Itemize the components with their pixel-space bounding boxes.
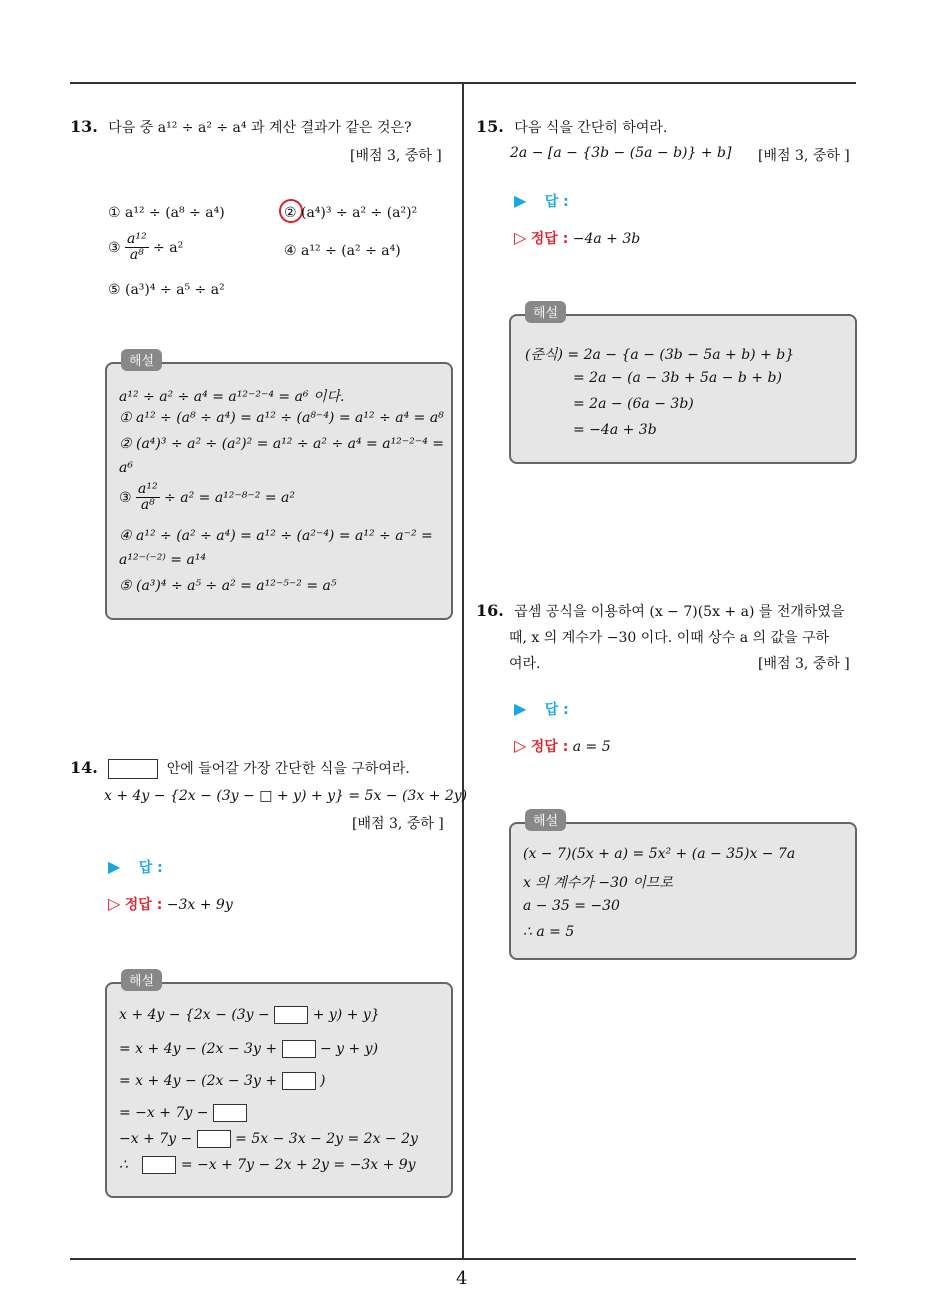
q14-explanation-box xyxy=(105,982,453,1198)
q15-expression: 2a − [a − {3b − (5a − b)} + b] xyxy=(510,145,732,161)
q16-explanation-tag: 해설 xyxy=(525,809,566,831)
q16-correct-label: 정답 : xyxy=(530,739,569,755)
q14-expl-line-1b: + y) + y} xyxy=(312,1007,380,1023)
q14-answer-line xyxy=(108,857,163,877)
q16-expl-line-2: x 의 계수가 −30 이므로 xyxy=(523,875,673,891)
q13-expl-line-5 xyxy=(119,482,295,514)
q16-number: 16. xyxy=(476,601,504,620)
q14-correct-label: 정답 : xyxy=(124,897,163,913)
q14-expl-blank-5 xyxy=(197,1130,231,1148)
q16-correct-triangle-icon: ▷ xyxy=(514,736,527,755)
q13-option-4[interactable]: ④ a¹² ÷ (a² ÷ a⁴) xyxy=(284,243,401,259)
q13-expl-line-1: a¹² ÷ a² ÷ a⁴ = a¹²⁻²⁻⁴ = a⁶ 이다. xyxy=(119,389,345,405)
q14-expl-line-6a: ∴ xyxy=(119,1157,128,1173)
q15-expl-line-4: = −4a + 3b xyxy=(573,422,657,438)
q13-expl-line-4: a⁶ xyxy=(119,460,133,476)
q13-option-3-numerator: a¹² xyxy=(127,231,147,247)
q15-expl-line-1: (준식) = 2a − {a − (3b − 5a + b) + b} xyxy=(525,347,795,363)
q13-option-3[interactable] xyxy=(108,232,183,264)
q13-expl-line-5-tail: ÷ a² = a¹²⁻⁸⁻² = a² xyxy=(164,489,295,506)
q14-answer-label: 답 : xyxy=(138,860,163,876)
q13-explanation-box xyxy=(105,362,453,620)
q15-expl-line-3: = 2a − (6a − 3b) xyxy=(573,396,694,412)
q14-expl-line-2 xyxy=(119,1040,378,1058)
q14-score: [배점 3, 중하 ] xyxy=(352,816,444,832)
q13-option-2[interactable]: ② (a⁴)³ ÷ a² ÷ (a²)² xyxy=(284,205,418,221)
q14-expl-line-6b: = −x + 7y − 2x + 2y = −3x + 9y xyxy=(180,1157,416,1173)
q13-expl-fraction xyxy=(136,482,160,514)
q13-expl-line-7: a¹²⁻⁽⁻²⁾ = a¹⁴ xyxy=(119,552,207,568)
q15-correct-line xyxy=(514,228,640,248)
q16-correct-line xyxy=(514,736,611,756)
q16-score: [배점 3, 중하 ] xyxy=(758,656,850,672)
q13-option-3-fraction xyxy=(125,232,149,264)
q14-expl-line-2a: = x + 4y − (2x − 3y + xyxy=(119,1041,278,1057)
q15-answer-triangle-icon: ▶ xyxy=(514,191,527,210)
q15-answer-line xyxy=(514,191,569,211)
q13-text: 다음 중 a¹² ÷ a² ÷ a⁴ 과 계산 결과가 같은 것은? xyxy=(108,120,412,136)
q13-expl-line-5-mark: ③ xyxy=(119,489,132,506)
q15-explanation-tag: 해설 xyxy=(525,301,566,323)
q13-header xyxy=(70,117,412,137)
q16-answer-triangle-icon: ▶ xyxy=(514,699,527,718)
q16-text-line-2: 때, x 의 계수가 −30 이다. 이때 상수 a 의 값을 구하 xyxy=(509,630,830,646)
q14-expl-blank-2 xyxy=(282,1040,316,1058)
q14-correct-line xyxy=(108,894,233,914)
q14-expl-line-3a: = x + 4y − (2x − 3y + xyxy=(119,1073,278,1089)
q15-correct-value: −4a + 3b xyxy=(572,231,641,247)
q14-expl-line-1a: x + 4y − {2x − (3y − xyxy=(119,1007,270,1023)
q16-header xyxy=(476,601,844,621)
q14-expl-blank-3 xyxy=(282,1072,316,1090)
q14-expl-line-2b: − y + y) xyxy=(319,1041,379,1057)
q13-explanation-tag: 해설 xyxy=(121,349,162,371)
q13-option-5[interactable]: ⑤ (a³)⁴ ÷ a⁵ ÷ a² xyxy=(108,282,225,298)
q15-correct-triangle-icon: ▷ xyxy=(514,228,527,247)
q15-answer-label: 답 : xyxy=(544,194,569,210)
q14-expl-line-6 xyxy=(119,1156,416,1174)
q15-correct-label: 정답 : xyxy=(530,231,569,247)
q15-header xyxy=(476,117,667,137)
q14-expl-line-3 xyxy=(119,1072,325,1090)
q13-expl-numerator: a¹² xyxy=(138,481,158,497)
q14-explanation-tag: 해설 xyxy=(121,969,162,991)
q16-text-line-3: 여라. xyxy=(509,656,541,672)
q14-expl-line-3b: ) xyxy=(319,1073,326,1089)
q14-blank-box xyxy=(108,759,158,779)
q13-option-3-denominator: a⁸ xyxy=(129,247,144,264)
page-number: 4 xyxy=(456,1268,468,1289)
q13-expl-line-6: ④ a¹² ÷ (a² ÷ a⁴) = a¹² ÷ (a²⁻⁴) = a¹² ÷ a⁻² = xyxy=(119,528,433,544)
q16-answer-label: 답 : xyxy=(544,702,569,718)
q14-expl-blank-6 xyxy=(142,1156,176,1174)
q14-expl-line-5 xyxy=(119,1130,418,1148)
q16-expl-line-3: a − 35 = −30 xyxy=(523,898,620,914)
center-divider xyxy=(462,84,464,1259)
q13-option-3-tail: ÷ a² xyxy=(153,239,184,256)
q14-correct-value: −3x + 9y xyxy=(166,897,233,913)
q16-expl-line-4: ∴ a = 5 xyxy=(523,924,575,940)
q13-option-1[interactable]: ① a¹² ÷ (a⁸ ÷ a⁴) xyxy=(108,205,225,221)
q13-expl-denominator: a⁸ xyxy=(140,497,155,514)
q16-explanation-box xyxy=(509,822,857,960)
q14-header xyxy=(70,758,410,779)
q14-correct-triangle-icon: ▷ xyxy=(108,894,121,913)
q15-score: [배점 3, 중하 ] xyxy=(758,148,850,164)
q15-text: 다음 식을 간단히 하여라. xyxy=(514,120,668,136)
q14-expl-line-5a: −x + 7y − xyxy=(119,1131,193,1147)
q14-expl-line-4a: = −x + 7y − xyxy=(119,1105,209,1121)
q16-answer-line xyxy=(514,699,569,719)
q16-correct-value: a = 5 xyxy=(572,739,611,755)
q14-answer-triangle-icon: ▶ xyxy=(108,857,121,876)
q16-expl-line-1: (x − 7)(5x + a) = 5x² + (a − 35)x − 7a xyxy=(523,846,796,862)
q14-expl-line-1 xyxy=(119,1006,380,1024)
q13-expl-line-2: ① a¹² ÷ (a⁸ ÷ a⁴) = a¹² ÷ (a⁸⁻⁴) = a¹² ÷ a⁴ = a⁸ xyxy=(119,410,444,426)
q13-score: [배점 3, 중하 ] xyxy=(350,148,442,164)
q14-expl-line-4 xyxy=(119,1104,247,1122)
q14-expl-blank-4 xyxy=(213,1104,247,1122)
q16-text-line-1: 곱셈 공식을 이용하여 (x − 7)(5x + a) 를 전개하였을 xyxy=(514,604,845,620)
q14-expression: x + 4y − {2x − (3y − □ + y) + y} = 5x − (3x + 2y) xyxy=(104,788,468,804)
q14-expl-line-5b: = 5x − 3x − 2y = 2x − 2y xyxy=(235,1131,418,1147)
bottom-rule xyxy=(70,1258,856,1260)
q15-number: 15. xyxy=(476,117,504,136)
q15-expl-line-2: = 2a − (a − 3b + 5a − b + b) xyxy=(573,370,782,386)
q14-text: 안에 들어갈 가장 간단한 식을 구하여라. xyxy=(166,761,410,777)
q13-expl-line-3: ② (a⁴)³ ÷ a² ÷ (a²)² = a¹² ÷ a² ÷ a⁴ = a¹²⁻²⁻⁴ = xyxy=(119,436,444,452)
q15-explanation-box xyxy=(509,314,857,464)
q13-option-3-mark: ③ xyxy=(108,239,121,256)
q13-number: 13. xyxy=(70,117,98,136)
q13-expl-line-8: ⑤ (a³)⁴ ÷ a⁵ ÷ a² = a¹²⁻⁵⁻² = a⁵ xyxy=(119,578,337,594)
q14-expl-blank-1 xyxy=(274,1006,308,1024)
q14-number: 14. xyxy=(70,758,98,777)
